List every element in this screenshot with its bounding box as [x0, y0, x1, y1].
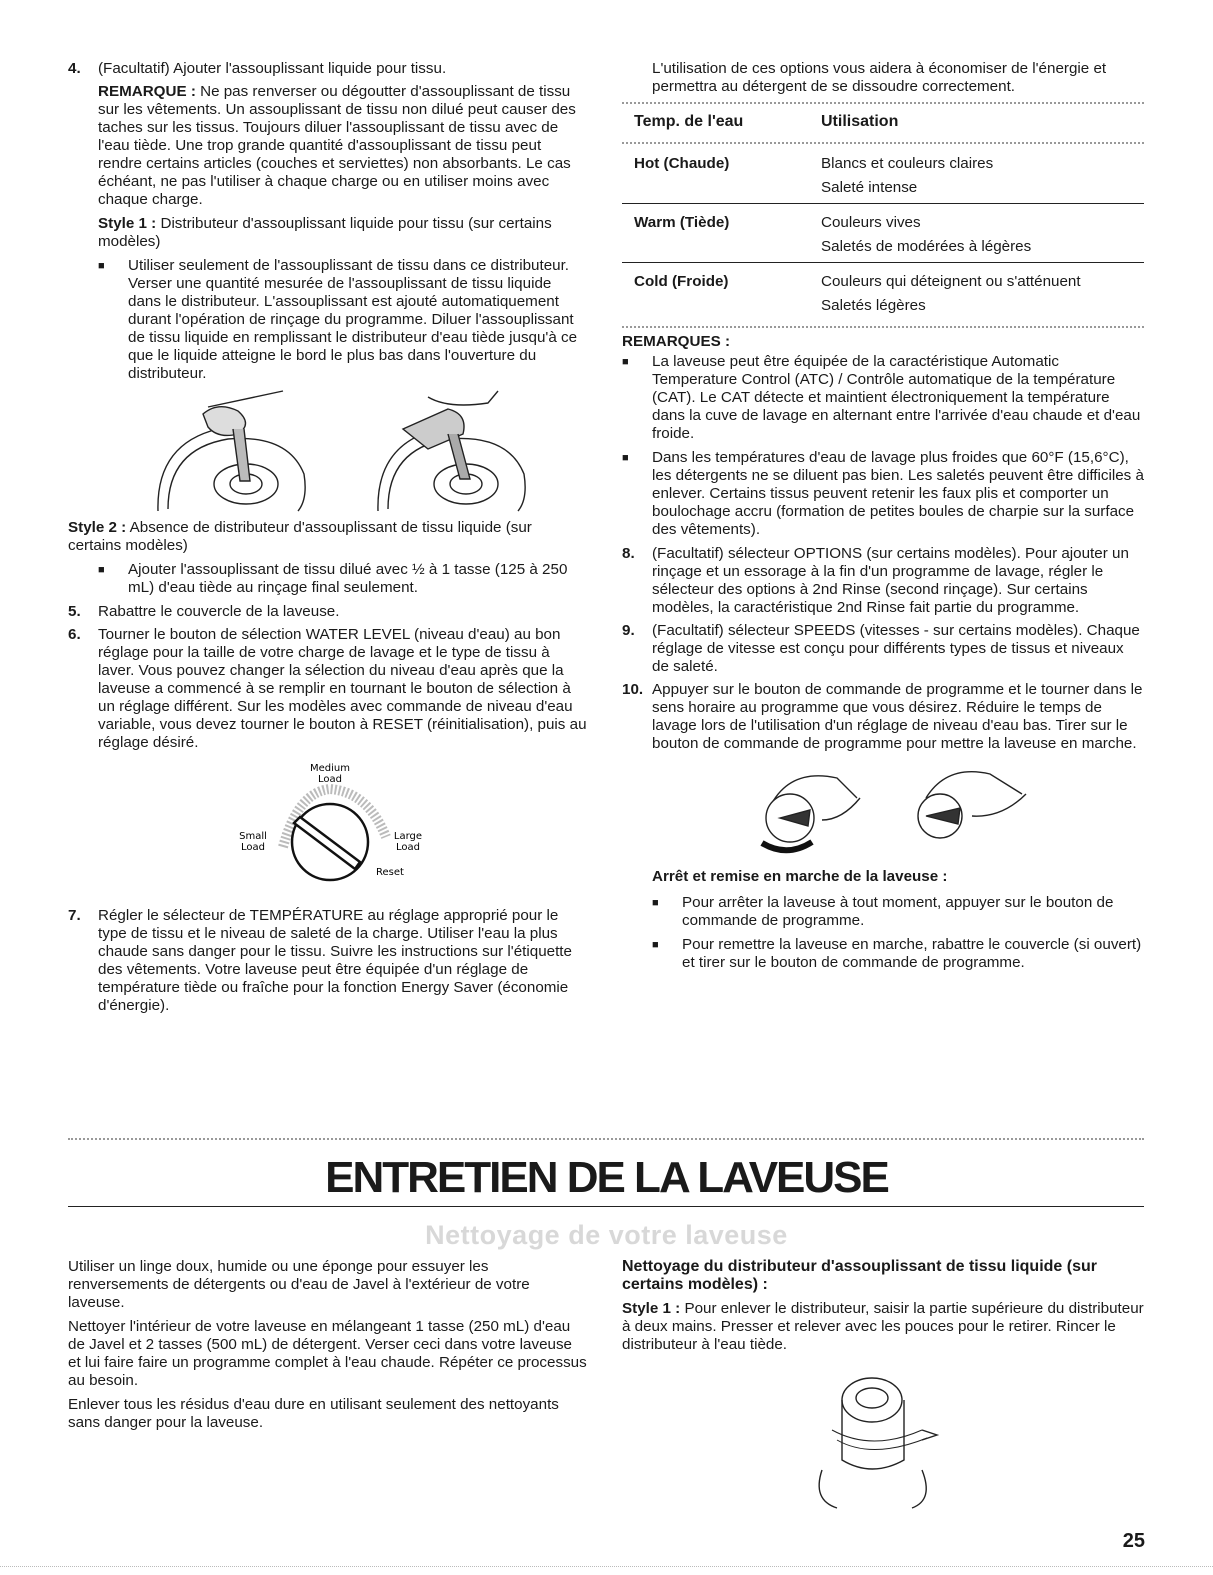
cleaning-paragraph: Enlever tous les résidus d'eau dure en utilisant seulement des nettoyants sans danger pour la laveuse. [68, 1396, 559, 1431]
remarque-bullet [622, 449, 1144, 539]
step-text: Régler le sélecteur de TEMPÉRATURE au réglage approprié pour le type de tissu et le niveau de saleté de la charge. Utiliser l'eau la plus chaude sans danger pour le tissu. Suivre les instructions sur l'étiquette des vêtements. Votre laveuse peut être équipée d'un réglage de température tiède ou fraîche pour la fonction Energy Saver (économie d'énergie). [98, 907, 572, 1014]
remarques-label [622, 333, 1144, 351]
dial-label-small: Small [239, 831, 267, 842]
bullet-text: Ajouter l'assouplissant de tissu dilué avec ½ à 1 tasse (125 à 250 mL) d'eau tiède au rinçage final seulement. [128, 561, 568, 596]
style2-label: Style 2 : [68, 519, 127, 536]
options-intro: L'utilisation de ces options vous aidera à économiser de l'énergie et permettra au détergent de se dissoudre correctement. [652, 60, 1107, 95]
step-10 [622, 681, 1144, 753]
step-6 [68, 626, 588, 752]
row-use: Couleurs vives [821, 214, 921, 231]
bullet-text: Dans les températures d'eau de lavage plus froides que 60°F (15,6°C), les détergents ne se diluent pas bien. Les saletés peuvent être difficiles à enlever. Certains tissus peuvent retenir les faux plis et comporter un boulochage accru (formation de petites boules de charpie sur la surface des vêtements). [652, 449, 1144, 538]
style1-paragraph [68, 215, 588, 251]
row-use: Blancs et couleurs claires [821, 155, 994, 172]
section-title-rule [68, 1206, 1144, 1207]
bullet-icon: ■ [652, 939, 659, 951]
remarque-bullet [622, 353, 1144, 443]
bullet-icon: ■ [98, 564, 105, 576]
table-header [622, 109, 1144, 137]
step-8 [622, 545, 1144, 617]
dial-label-medium-load: Load [318, 774, 342, 785]
bullet-text: Pour arrêter la laveuse à tout moment, appuyer sur le bouton de commande de programme. [682, 894, 1114, 929]
style1-text: Distributeur d'assouplissant liquide pour tissu (sur certains modèles) [98, 215, 552, 250]
stop-restart-title: Arrêt et remise en marche de la laveuse : [652, 868, 948, 885]
style1-bullet [68, 257, 588, 383]
dispenser-cleaning-heading [622, 1258, 1144, 1294]
step-number: 9. [622, 622, 635, 639]
dial-label-reset: Reset [376, 867, 404, 878]
row-use: Couleurs qui déteignent ou s'atténuent [821, 273, 1081, 290]
page-number: 25 [1122, 1530, 1145, 1552]
remarque-text: Ne pas renverser ou dégoutter d'assouplissant de tissu sur les vêtements. Un assouplissant de tissu non dilué peut causer des taches sur les tissus. Toujours diluer l'assouplissant de tissu avec de l'eau tiède. Une trop grande quantité d'assouplissant de tissu peut rendre certains articles (couches et serviettes) non absorbants. Le cas échéant, ne pas l'utiliser à chaque charge ou en utiliser moins avec chaque charge. [98, 83, 576, 208]
section-top-divider [68, 1138, 1144, 1140]
table-bottom-divider [622, 326, 1144, 328]
bullet-icon: ■ [98, 260, 105, 272]
row-use: Saleté intense [821, 179, 918, 196]
step-5 [68, 603, 588, 621]
remarque-label: REMARQUE : [98, 83, 196, 100]
left-column [68, 60, 588, 1020]
control-knob-illustration [622, 758, 1144, 866]
bullet-text: Utiliser seulement de l'assouplissant de tissu dans ce distributeur. Verser une quantité mesurée de l'assouplissant de tissu liquide dans le distributeur. L'assouplissant est ajouté automatiquement durant l'opération de rinçage du programme. Diluer l'assouplissant de tissu liquide en remplissant le distributeur d'eau tiède jusqu'à ce que le liquide atteigne le bord le plus bas dans l'ouverture du distributeur. [128, 257, 578, 382]
step-number: 5. [68, 603, 81, 620]
header-use: Utilisation [821, 113, 899, 130]
section-subtitle: Nettoyage de votre laveuse [425, 1220, 788, 1250]
step-number: 6. [68, 626, 81, 643]
step-number: 8. [622, 545, 635, 562]
section-title: ENTRETIEN DE LA LAVEUSE [325, 1153, 888, 1202]
pouring-softener-drawing [68, 389, 588, 519]
style1-label: Style 1 : [98, 215, 157, 232]
dispenser-removal-illustration [622, 1360, 1144, 1510]
step-text: (Facultatif) Ajouter l'assouplissant liquide pour tissu. [98, 60, 447, 77]
bullet-text: La laveuse peut être équipée de la caractéristique Automatic Temperature Control (ATC) / Contrôle automatique de la température (CAT). Le CAT détecte et maintient électroniquement la température dans la cuve de lavage en alternant entre l'arrivée d'eau chaude et d'eau froide. [652, 353, 1141, 442]
step-text: Rabattre le couvercle de la laveuse. [98, 603, 340, 620]
table-header-divider [622, 142, 1144, 144]
cleaning-paragraph: Nettoyer l'intérieur de votre laveuse en mélangeant 1 tasse (250 mL) d'eau de Javel et 2 tasses (500 mL) de détergent. Verser ceci dans votre laveuse et lui faire faire un programme complet à l'eau chaude. Répéter ce processus au besoin. [68, 1318, 587, 1389]
bullet-icon: ■ [622, 356, 629, 368]
bullet-text: Pour remettre la laveuse en marche, rabattre le couvercle (si ouvert) et tirer sur le bouton de commande de programme. [682, 936, 1142, 971]
remarques-heading: REMARQUES : [622, 333, 731, 350]
temperature-table [622, 109, 1144, 321]
step-text: Tourner le bouton de sélection WATER LEVEL (niveau d'eau) au bon réglage pour la taille de votre charge de lavage et le type de tissu à laver. Vous pouvez changer la sélection du niveau d'eau après que la laveuse a commencé à se remplir en tournant le bouton de sélection à un réglage différent. Sur les modèles avec commande de niveau d'eau variable, vous devez tourner le bouton à RESET (réinitialisation), puis au réglage désiré. [98, 626, 587, 751]
stop-bullet [622, 894, 1144, 930]
step-number: 10. [622, 681, 644, 698]
table-row [622, 149, 1144, 204]
step-4 [68, 60, 588, 78]
cleaning-paragraph: Utiliser un linge doux, humide ou une éponge pour essuyer les renversements de détergents ou d'eau de Javel à l'extérieur de votre laveuse. [68, 1258, 530, 1311]
row-temp: Hot (Chaude) [634, 155, 730, 172]
stop-restart-heading [622, 868, 1144, 886]
dial-label-large: Large [393, 831, 423, 842]
step-number: 7. [68, 907, 81, 924]
style2-bullet [68, 561, 588, 597]
table-row [622, 204, 1144, 263]
right-column [622, 60, 1144, 978]
step-text: (Facultatif) sélecteur OPTIONS (sur certains modèles). Pour ajouter un rinçage et un essorage à la fin d'un programme de lavage, régler le sélecteur des options à 2nd Rinse (second rinçage). Sur certains modèles, la caractéristique 2nd Rinse fait partie du programme. [652, 545, 1129, 616]
step-number: 4. [68, 60, 81, 77]
dispenser-removal-drawing [622, 1360, 1144, 1510]
remarque-paragraph [68, 83, 588, 209]
style2-paragraph [68, 519, 588, 555]
page-bottom-edge [0, 1566, 1213, 1567]
row-temp: Warm (Tiède) [634, 214, 730, 231]
table-row [622, 263, 1144, 321]
bullet-icon: ■ [622, 452, 629, 464]
step-text: (Facultatif) sélecteur SPEEDS (vitesses - sur certains modèles). Chaque réglage de vitesse est conçu pour différents types de tissus et niveaux de saleté. [652, 622, 1140, 675]
dial-label-medium: Medium [310, 763, 350, 774]
row-temp: Cold (Froide) [634, 273, 729, 290]
bullet-icon: ■ [652, 897, 659, 909]
style1-label: Style 1 : [622, 1300, 681, 1317]
water-level-dial-illustration [68, 757, 588, 907]
style2-text: Absence de distributeur d'assouplissant de tissu liquide (sur certains modèles) [68, 519, 532, 554]
header-temp: Temp. de l'eau [634, 113, 744, 130]
push-pull-knob-drawing [622, 758, 1144, 866]
dial-label-large-load: Load [396, 842, 420, 853]
stop-bullet [622, 936, 1144, 972]
step-7 [68, 907, 588, 1015]
bottom-right-column [622, 1258, 1144, 1510]
water-level-dial-drawing [68, 757, 588, 907]
dispenser-style1-paragraph [622, 1300, 1144, 1354]
dispenser-illustration [68, 389, 588, 519]
dispenser-heading-text: Nettoyage du distributeur d'assouplissant de tissu liquide (sur certains modèles) : [622, 1258, 1097, 1293]
table-top-divider [622, 102, 1144, 104]
row-use: Saletés de modérées à légères [821, 238, 1032, 255]
bottom-left-column [68, 1258, 588, 1438]
style1-text: Pour enlever le distributeur, saisir la partie supérieure du distributeur à deux mains. Presser et relever avec les pouces pour le retirer. Rincer le distributeur à l'eau tiède. [622, 1300, 1144, 1353]
dial-label-small-load: Load [241, 842, 265, 853]
row-use: Saletés légères [821, 297, 926, 314]
step-text: Appuyer sur le bouton de commande de programme et le tourner dans le sens horaire au programme que vous désirez. Réduire le temps de lavage lors de l'utilisation d'un réglage de niveau d'eau bas. Tirer sur le bouton de commande de programme pour mettre la laveuse en marche. [652, 681, 1143, 752]
step-9 [622, 622, 1144, 676]
